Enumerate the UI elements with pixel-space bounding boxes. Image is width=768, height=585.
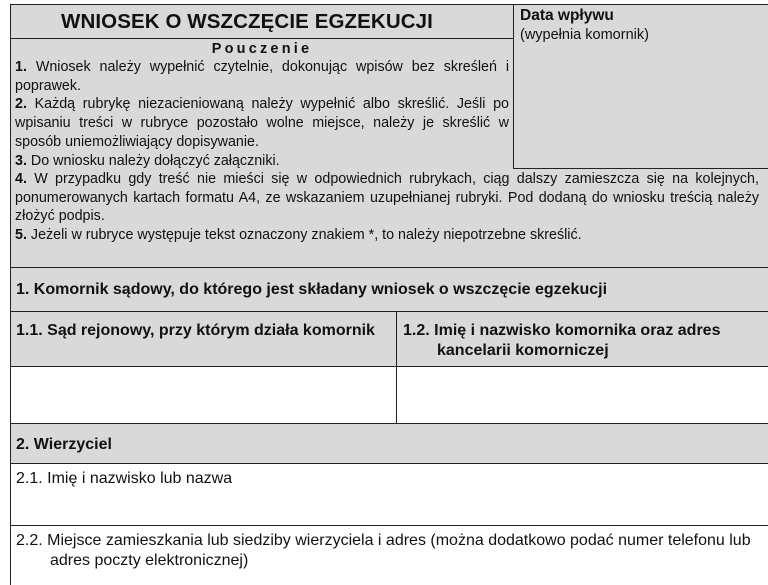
field-2-1-label — [16, 469, 232, 489]
field-2-2-label — [16, 531, 756, 571]
form-title: WNIOSEK O WSZCZĘCIE EGZEKUCJI — [61, 10, 433, 33]
field-2-1-text: Imię i nazwisko lub nazwa — [47, 470, 233, 487]
section-1-header — [11, 267, 768, 311]
field-1-1-label — [16, 321, 386, 341]
instruction-3-text: Do wniosku należy dołączyć załączniki. — [30, 152, 280, 169]
date-received-subtitle: (wypełnia komornik) — [520, 27, 649, 43]
date-received-box — [513, 5, 768, 169]
field-2-1-number: 2.1. — [16, 470, 43, 487]
instructions-block-wide — [15, 170, 759, 245]
instruction-5-text: Jeżeli w rubryce występuje tekst oznaczony znakiem *, to należy niepotrzebne skreślić. — [30, 227, 582, 244]
field-1-1-input[interactable] — [11, 366, 396, 424]
field-1-2-label-cell — [396, 312, 768, 368]
section-2-title: 2. Wierzyciel — [16, 436, 112, 453]
instruction-2-number: 2. — [15, 96, 27, 113]
field-1-2-input[interactable] — [396, 366, 768, 424]
instructions-heading: Pouczenie — [211, 41, 313, 57]
enforcement-application-form — [10, 4, 768, 585]
field-1-2-label — [403, 321, 763, 361]
date-received-title: Data wpływu — [520, 7, 614, 24]
field-1-2-number: 1.2. — [403, 322, 430, 339]
instruction-1 — [15, 58, 509, 95]
instruction-5-number: 5. — [15, 227, 27, 244]
instruction-5 — [15, 226, 759, 245]
instruction-1-number: 1. — [15, 59, 27, 75]
instruction-4-text: W przypadku gdy treść nie mieści się w odpowiednich rubrykach, ciąg dalszy zamieszcza się na kolejnych, ponumerowanych kartach formatu A4, ze wskazaniem uzupełnianej rubryki. Pod dodaną do wniosku treścią należy złożyć podpis. — [15, 171, 759, 225]
instruction-4-number: 4. — [15, 171, 27, 187]
field-2-2-cell[interactable] — [11, 525, 768, 585]
title-divider — [11, 5, 514, 39]
instruction-2 — [15, 95, 509, 151]
instructions-block-narrow — [15, 58, 509, 170]
instruction-4 — [15, 170, 759, 226]
section-1-title: 1. Komornik sądowy, do którego jest składany wniosek o wszczęcie egzekucji — [16, 281, 608, 298]
field-1-2-text: Imię i nazwisko komornika oraz adres kancelarii komorniczej — [434, 322, 721, 359]
section-1-label-row — [11, 311, 768, 367]
field-2-2-number: 2.2. — [16, 532, 43, 549]
field-1-1-number: 1.1. — [16, 322, 43, 339]
field-1-1-text: Sąd rejonowy, przy którym działa komornik — [47, 322, 375, 339]
instruction-3-number: 3. — [15, 152, 27, 169]
section-2-header — [11, 423, 768, 464]
field-2-1-cell[interactable] — [11, 463, 768, 525]
instruction-2-text: Każdą rubrykę niezacieniowaną należy wypełnić albo skreślić. Jeśli po wpisaniu treści w rubryce pozostało wolne miejsce, należy je skreślić w sposób uniemożliwiający dopisywanie. — [15, 96, 509, 150]
field-2-2-text: Miejsce zamieszkania lub siedziby wierzyciela i adres (można dodatkowo podać numer telefonu lub adres poczty elektronicznej) — [47, 532, 751, 569]
instruction-3 — [15, 152, 509, 171]
instruction-1-text: Wniosek należy wypełnić czytelnie, dokonując wpisów bez skreśleń i poprawek. — [15, 59, 509, 94]
